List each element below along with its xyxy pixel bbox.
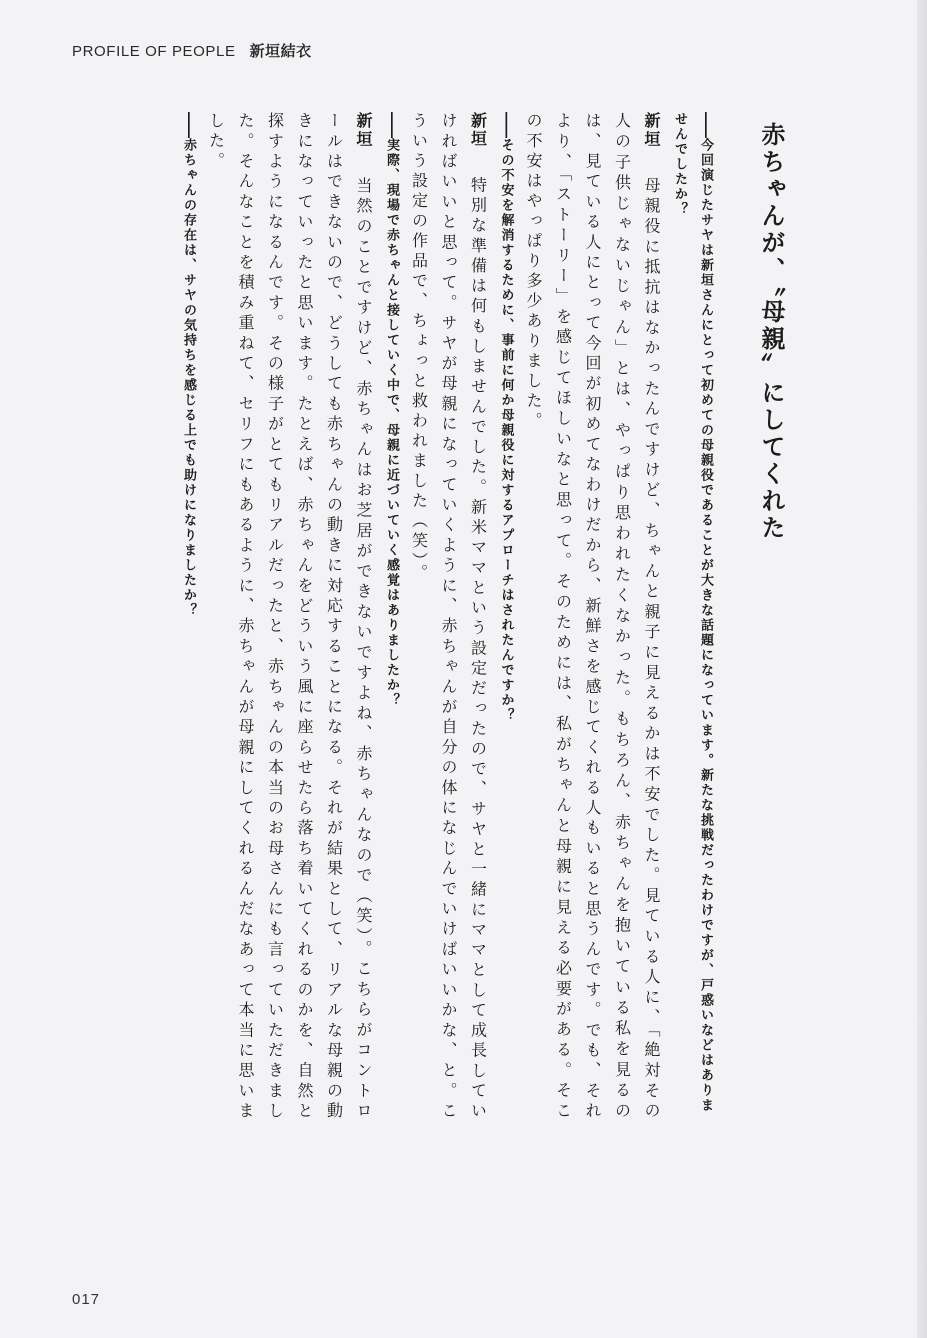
interviewee-name: 新垣結衣 — [249, 42, 312, 60]
speaker-label: 新垣 — [642, 112, 661, 149]
question-dash: ―― — [498, 112, 514, 138]
question-text: 実際、現場で赤ちゃんと接していく中で、母親に近づいていく感覚はありましたか？ — [384, 138, 399, 708]
question-dash: ―― — [698, 112, 713, 138]
interview-article — [68, 112, 788, 1122]
answer-text: 当然のことですけど、赤ちゃんはお芝居ができないですよね、赤ちゃんなので（笑）。こちらがコントロールはできないので、どうしても赤ちゃんの動きに対応することになる。それが結果として、リアルな母親の動きになっていったと思います。たとえば、赤ちゃんをどういう風に座らせたら落ち着いてくれるのかを、自然と探すようになるんです。その様子がとてもリアルだったと、赤ちゃんの本当のお母さんにも言っていただきました。そんなことを積み重ねて、セリフにもあるように、赤ちゃんが母親にしてくれるんだなあって本当に思いました。 — [206, 112, 373, 1122]
answer-text: 特別な準備は何もしませんでした。新米ママという設定だったので、サヤと一緒にママとして成長していければいいと思って。サヤが母親になっていくように、赤ちゃんが自分の体になじんでいけばいいかな、と。こういう設定の作品で、ちょっと救われました（笑）。 — [409, 112, 488, 1122]
answer-text: 母親役に抵抗はなかったんですけど、ちゃんと親子に見えるかは不安でした。見ている人に、「絶対その人の子供じゃないじゃん」とは、やっぱり思われたくなかった。もちろん、赤ちゃんを抱いている私を見るのは、見ている人にとって今回が初めてなわけだから、新鮮さを感じてくれる人もいると思うんです。でも、それより、「ストーリー」を感じてほしいなと思って。そのためには、私がちゃんと母親に見える必要がある。そこの不安はやっぱり多少ありました。 — [524, 112, 661, 1122]
question-dash: ―― — [181, 112, 196, 138]
question-dash: ―― — [384, 112, 399, 138]
interviewee-answer — [404, 112, 493, 1122]
series-title: PROFILE OF PEOPLE — [72, 43, 236, 60]
running-header — [72, 40, 312, 61]
question-text: 今回演じたサヤは新垣さんにとって初めての母親役であることが大きな話題になっています。新たな挑戦だったわけですが、戸惑いなどはありませんでしたか？ — [672, 112, 713, 1113]
question-text: 赤ちゃんの存在は、サヤの気持ちを感じる上でも助けになりましたか？ — [181, 138, 196, 618]
speaker-label: 新垣 — [354, 112, 373, 149]
question-text: その不安を解消するために、事前に何か母親役に対するアプローチはされたんですか？ — [498, 138, 514, 723]
interviewer-question — [493, 112, 519, 1122]
speaker-label: 新垣 — [468, 112, 488, 149]
interviewer-question — [378, 112, 404, 1122]
page-edge — [917, 0, 927, 1338]
interviewee-answer — [201, 112, 378, 1122]
interviewee-answer — [519, 112, 667, 1122]
page-number: 017 — [72, 1291, 101, 1308]
article-headline: 赤ちゃんが、〝母親〟にしてくれた — [757, 122, 785, 542]
interviewer-question — [666, 112, 718, 1122]
interviewer-question — [175, 112, 201, 1122]
